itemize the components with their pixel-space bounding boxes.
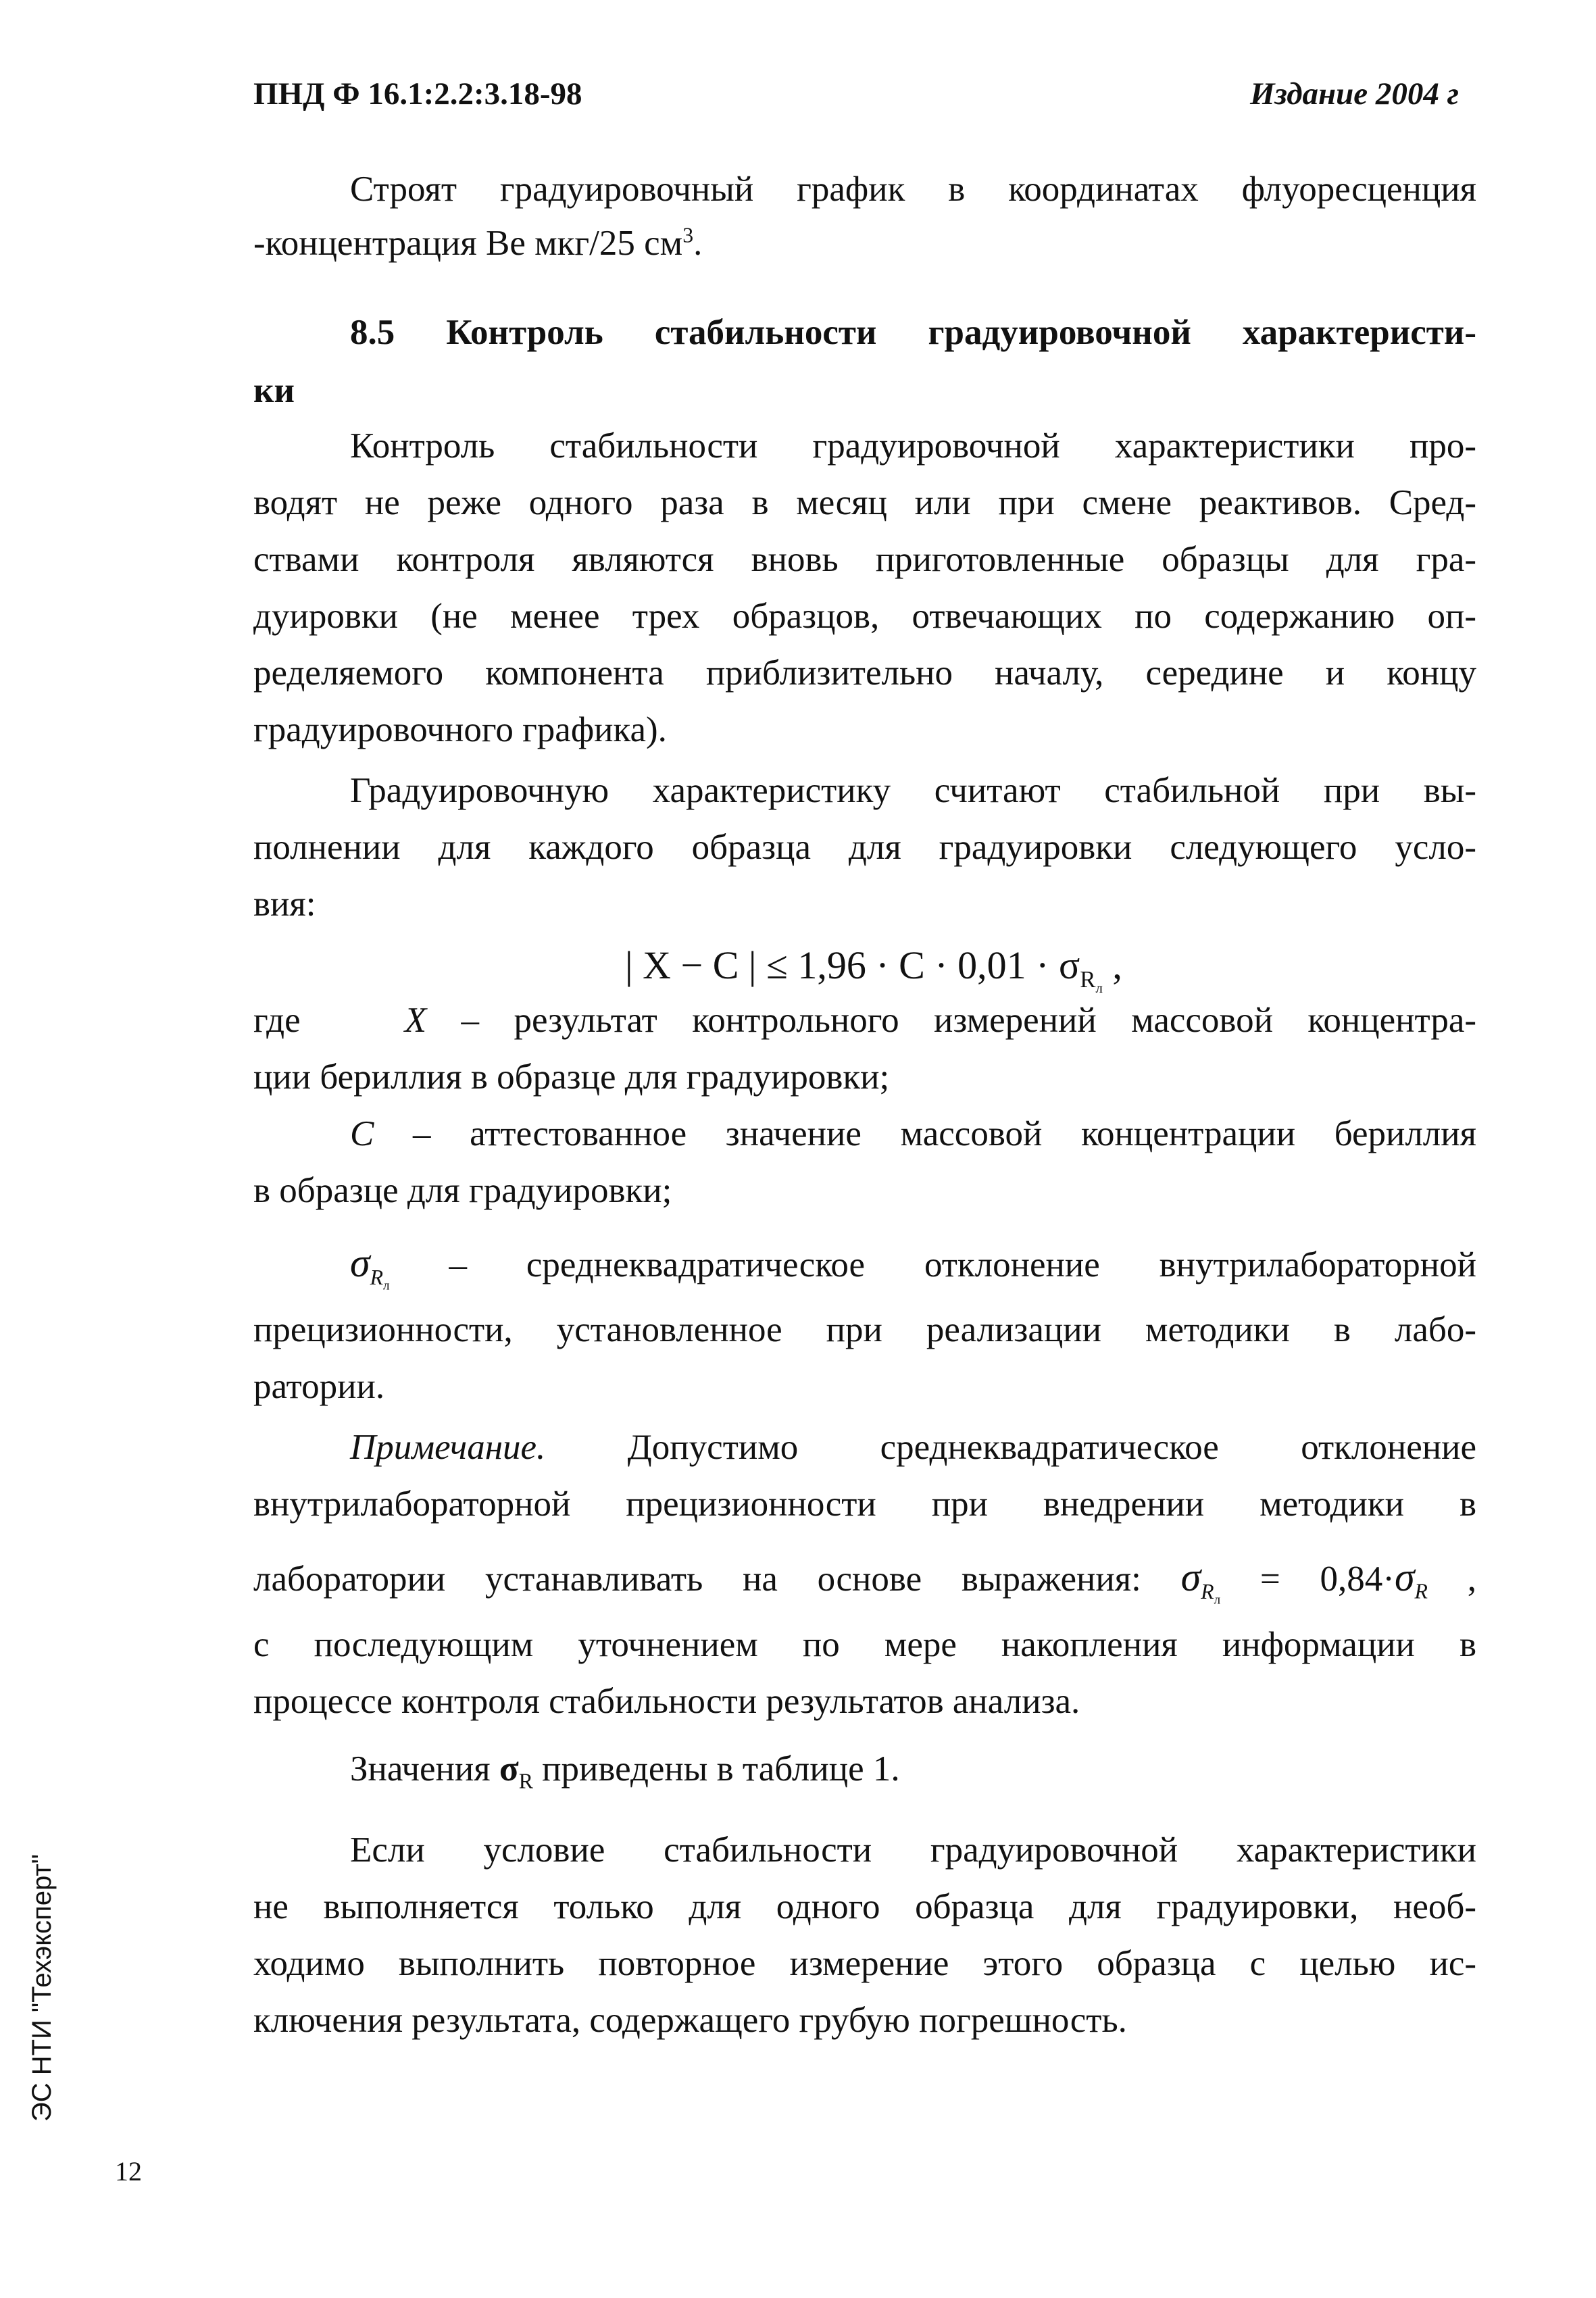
note-line-1 [350,1427,1476,1468]
where-label: где [253,1001,301,1040]
note-sub-2: R [1414,1579,1428,1603]
intro-line-2: -концентрация Be мкг/25 $см^3$. [253,223,703,263]
note-line-4: с последующим уточнением по мере накопления информации в [253,1625,1476,1664]
note-line-3-text: лаборатории устанавливать на основе выражения: [253,1559,1141,1599]
where-sigma-line-1 [350,1240,1476,1293]
note-line-2: внутрилабораторной прецизионности при внедрении методики в [253,1484,1476,1524]
note-label: Примечание. [350,1428,546,1467]
sigma-sub [370,1265,390,1293]
sigma-symbol: σ [350,1241,370,1285]
where-c-line-2: в образце для градуировки; [253,1171,672,1210]
note-line-1-text: Допустимо среднеквадратическое отклонение [545,1428,1476,1467]
where-c-line-1 [350,1114,1476,1155]
p1-line-4: дуировки (не менее трех образцов, отвечающих по содержанию оп- [253,597,1476,636]
p1-line-1: Контроль стабильности градуировочной характеристики про- [350,426,1476,466]
sidebar-watermark: ЭС НТИ "Техэксперт" [27,1854,57,2122]
where-x-text: – результат контрольного измерений массовой концентра- [426,1001,1476,1040]
values-sigma: σ [499,1749,519,1789]
note-expr-mid: = 0,84· [1220,1559,1395,1599]
sigma-subsub: л [383,1278,390,1293]
note-subsub-1: л [1214,1592,1221,1607]
note-sigma-1: σ [1180,1555,1201,1599]
formula-sub [1080,966,1103,996]
formula-subsub: л [1095,979,1103,996]
stability-formula [625,943,1122,997]
sigma-sub-r: R [370,1265,384,1289]
values-pre: Значения [350,1749,499,1789]
var-x: X [404,1001,427,1040]
note-expression [1180,1555,1476,1607]
section-title-line-1: 8.5 Контроль стабильности градуировочной характеристи- [350,313,1476,352]
intro-line-1: Строят градуировочный график в координатах флуоресценция [350,170,1476,209]
edition-label: Издание 2004 г [1249,76,1459,111]
intro-line-2-sup: 3 [682,223,694,247]
formula-sub-r: R [1080,966,1096,993]
p2-line-1: Градуировочную характеристику считают стабильной при вы- [350,771,1476,810]
var-c: C [350,1114,374,1153]
note-sigma-2: σ [1394,1555,1415,1599]
p3-line-4: ключения результата, содержащего грубую погрешность. [253,2001,1127,2040]
p1-line-5: ределяемого компонента приблизительно началу, середине и концу [253,653,1476,693]
doc-id: ПНД Ф 16.1:2.2:3.18-98 [253,76,582,111]
values-sub: R [518,1769,533,1793]
values-post: приведены в таблице 1. [532,1749,900,1789]
p3-line-1: Если условие стабильности градуировочной характеристики [350,1830,1476,1870]
page-number: 12 [115,2156,142,2187]
note-sub-1: R [1201,1579,1214,1603]
section-title-line-2: ки [253,371,295,410]
p1-line-3: ствами контроля являются вновь приготовленные образцы для гра- [253,540,1476,579]
p2-line-2: полнении для каждого образца для градуировки следующего усло- [253,828,1476,867]
where-sigma-line-2: прецизионности, установленное при реализации методики в лабо- [253,1310,1476,1349]
formula-tail: , [1102,943,1122,987]
where-sigma-text: – среднеквадратическое отклонение внутрилабораторной [389,1245,1476,1284]
note-expr-tail: , [1427,1559,1476,1599]
p3-line-3: ходимо выполнить повторное измерение этого образца с целью ис- [253,1944,1476,1983]
note-line-3 [253,1554,1476,1607]
where-sigma-line-3: ратории. [253,1367,385,1406]
p2-line-3: вия: [253,884,316,924]
formula-main: | X − C | ≤ 1,96 · C · 0,01 · σ [625,943,1080,987]
values-line [350,1749,1476,1794]
intro-line-2-text: -концентрация Be мкг/25 см [253,224,683,263]
note-line-5: процессе контроля стабильности результатов анализа. [253,1682,1080,1721]
where-c-text: – аттестованное значение массовой концентрации бериллия [374,1114,1476,1153]
p1-line-2: водят не реже одного раза в месяц или при смене реактивов. Сред- [253,483,1476,522]
p1-line-6: градуировочного графика). [253,710,667,749]
where-x-line-2: ции бериллия в образце для градуировки; [253,1057,890,1097]
where-x-line-1 [253,1000,1476,1041]
p3-line-2: не выполняется только для одного образца для градуировки, необ- [253,1887,1476,1926]
